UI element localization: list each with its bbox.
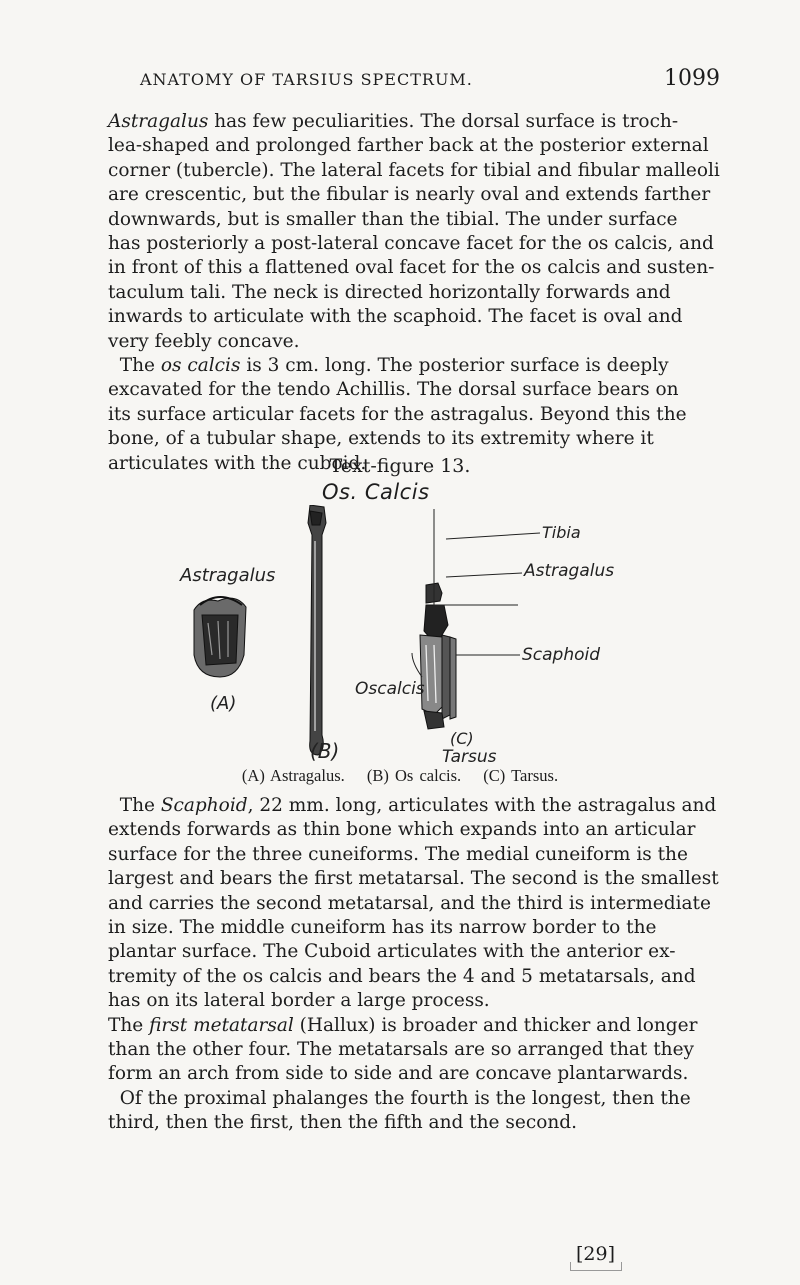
text-line: inwards to articulate with the scaphoid. The facet is oval and [108, 306, 683, 328]
text-line: The Scaphoid, 22 mm. long, articulates with the astragalus and [119, 795, 717, 816]
text-line: lea-shaped and prolonged farther back at the posterior external [108, 135, 709, 157]
text-line: its surface articular facets for the astragalus. Beyond this the [108, 403, 687, 425]
text-line: plantar surface. The Cuboid articulates with the anterior ex- [108, 941, 676, 963]
os-calcis-bone-drawing [308, 505, 326, 755]
text-line: form an arch from side to side and are concave plantarwards. [108, 1063, 689, 1085]
figure-title: Text-figure 13. [329, 455, 471, 477]
text-line: bone, of a tubular shape, extends to its extremity where it [108, 428, 654, 450]
caption-b: (B) Os calcis. [366, 766, 462, 785]
text-line: has on its lateral border a large process. [108, 990, 490, 1012]
text-line: The os calcis is 3 cm. long. The posterior surface is deeply [119, 355, 669, 377]
figure-handwritten-title: Os. Calcis [322, 480, 430, 504]
astragalus-bone-drawing [194, 597, 246, 677]
paragraph-astragalus [108, 110, 720, 476]
text-line: excavated for the tendo Achillis. The dorsal surface bears on [108, 379, 679, 401]
text-line: in size. The middle cuneiform has its narrow border to the [108, 917, 657, 939]
text-line: very feebly concave. [108, 330, 300, 352]
page-number: 1099 [664, 66, 720, 91]
text-line: taculum tali. The neck is directed horizontally forwards and [108, 281, 671, 303]
caption-c: (C) Tarsus. [483, 766, 559, 785]
text-line: third, then the first, then the fifth and the second. [108, 1112, 577, 1134]
running-title: ANATOMY OF TARSIUS SPECTRUM. [140, 70, 473, 89]
label-tarsus: Tarsus [442, 747, 497, 767]
label-tibia: Tibia [542, 523, 581, 542]
text-line: The first metatarsal (Hallux) is broader and thicker and longer [108, 1014, 698, 1036]
text-line: Astragalus has few peculiarities. The dorsal surface is troch- [108, 111, 679, 132]
figure-bones [150, 505, 670, 795]
paragraph-scaphoid [108, 794, 720, 1136]
label-c: (C) [450, 729, 474, 748]
text-line: tremity of the os calcis and bears the 4 and 5 metatarsals, and [108, 965, 696, 987]
text-line: than the other four. The metatarsals are so arranged that they [108, 1039, 694, 1061]
term-astragalus: Astragalus [108, 111, 209, 132]
term-os-calcis: os calcis [160, 355, 241, 377]
text-line: largest and bears the first metatarsal. The second is the smallest [108, 868, 719, 890]
text-line: extends forwards as thin bone which expands into an articular [108, 819, 696, 841]
label-oscalcis: Oscalcis [355, 679, 425, 699]
text-line: corner (tubercle). The lateral facets for tibial and fibular malleoli [108, 159, 720, 181]
text-line: Of the proximal phalanges the fourth is the longest, then the [119, 1087, 691, 1109]
text-line: articulates with the cuboid. [108, 452, 367, 474]
text-line: has posteriorly a post-lateral concave facet for the os calcis, and [108, 233, 714, 255]
term-scaphoid: Scaphoid [160, 795, 248, 816]
label-b: (B) [310, 739, 340, 763]
text-line: and carries the second metatarsal, and the third is intermediate [108, 892, 711, 914]
tarsus-bone-drawing [420, 509, 518, 729]
figure-caption [0, 766, 800, 786]
label-scaphoid: Scaphoid [522, 645, 601, 665]
label-astragalus: Astragalus [180, 565, 276, 586]
label-astragalus-c: Astragalus [524, 561, 615, 581]
text-line: in front of this a flattened oval facet for the os calcis and susten- [108, 257, 715, 279]
term-first-metatarsal: first metatarsal [149, 1014, 294, 1036]
text-line: are crescentic, but the fibular is nearly oval and extends farther [108, 184, 711, 206]
caption-a: (A) Astragalus. [241, 766, 345, 785]
bones-illustration [150, 505, 670, 765]
text-line: surface for the three cuneiforms. The medial cuneiform is the [108, 843, 688, 865]
folio-bracket [570, 1262, 622, 1271]
text-line: downwards, but is smaller than the tibial. The under surface [108, 208, 678, 230]
label-a: (A) [210, 693, 237, 714]
folio-number: [29] [576, 1243, 616, 1265]
